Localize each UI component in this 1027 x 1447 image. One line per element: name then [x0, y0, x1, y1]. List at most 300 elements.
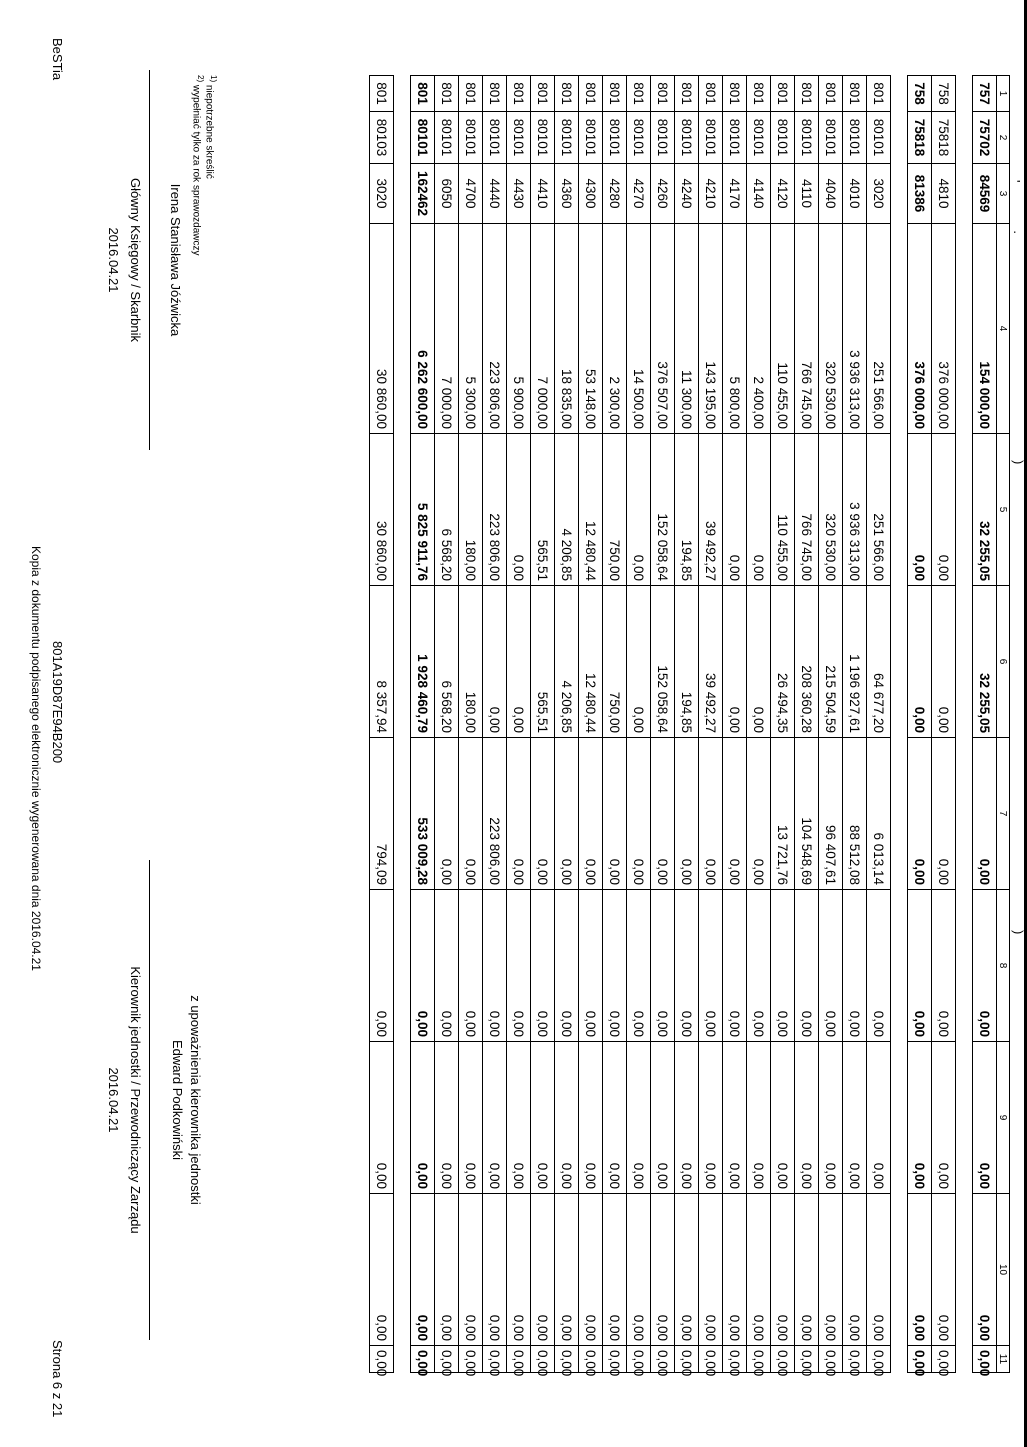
table-cell: 0,00 [908, 890, 932, 1042]
table-cell: 801 [370, 76, 394, 112]
table-cell: 0,00 [867, 890, 891, 1042]
table-cell: 0,00 [651, 890, 675, 1042]
table-cell: 0,00 [908, 1042, 932, 1194]
table-cell: 0,00 [483, 890, 507, 1042]
table-cell: 565,51 [531, 434, 555, 586]
table-cell: 0,00 [555, 1194, 579, 1346]
table-row [843, 76, 867, 1373]
table-cell: 80101 [843, 112, 867, 164]
column-number: 3 [997, 164, 1010, 224]
table-cell: 0,00 [555, 890, 579, 1042]
table-cell: 0,00 [908, 586, 932, 738]
table-row [932, 76, 956, 1373]
table-cell: 64 677,20 [867, 586, 891, 738]
table-row [507, 76, 531, 1373]
table-cell: 0,00 [795, 1346, 819, 1373]
table-cell: 0,00 [867, 1194, 891, 1346]
column-number: 11 [997, 1346, 1010, 1373]
table-cell: 32 255,05 [973, 434, 997, 586]
table-row [699, 76, 723, 1373]
table-cell: 6 013,14 [867, 738, 891, 890]
table-cell: 0,00 [435, 1194, 459, 1346]
table-cell: 0,00 [699, 738, 723, 890]
table-cell: 14 500,00 [627, 224, 651, 434]
table-cell: 0,00 [435, 1042, 459, 1194]
table-cell: 80101 [795, 112, 819, 164]
table-cell: 376 000,00 [908, 224, 932, 434]
table-cell: 251 566,00 [867, 434, 891, 586]
table-cell: 0,00 [651, 1042, 675, 1194]
table-cell: 215 504,59 [819, 586, 843, 738]
table-cell: 110 455,00 [771, 224, 795, 434]
table-cell: 565,51 [531, 586, 555, 738]
table-cell: 0,00 [627, 738, 651, 890]
table-row [627, 76, 651, 1373]
table-cell: 39 492,27 [699, 434, 723, 586]
table-cell: 0,00 [531, 1042, 555, 1194]
table-cell: 0,00 [932, 586, 956, 738]
table-row [603, 76, 627, 1373]
table-cell: 801 [819, 76, 843, 112]
table-cell: 0,00 [370, 890, 394, 1042]
signature-right-note: z upoważnienia kierownika jednostki [188, 995, 203, 1205]
table-cell: 6 568,20 [435, 586, 459, 738]
table-cell: 4040 [819, 164, 843, 224]
table-cell: 0,00 [723, 586, 747, 738]
table-cell: 0,00 [627, 434, 651, 586]
table-cell: 208 360,28 [795, 586, 819, 738]
signature-left-date: 2016.04.21 [106, 227, 121, 293]
table-cell: 0,00 [370, 1194, 394, 1346]
section-spacer [394, 76, 411, 1373]
table-cell: 0,00 [531, 890, 555, 1042]
table-cell: 0,00 [555, 738, 579, 890]
table-cell: 4240 [675, 164, 699, 224]
table-cell: 0,00 [723, 434, 747, 586]
table-cell: 0,00 [843, 1042, 867, 1194]
table-cell: 4140 [747, 164, 771, 224]
table-cell: 0,00 [483, 586, 507, 738]
table-cell: 88 512,08 [843, 738, 867, 890]
table-cell: 194,85 [675, 586, 699, 738]
table-cell: 0,00 [908, 1194, 932, 1346]
table-cell: 7 000,00 [435, 224, 459, 434]
table-cell: 0,00 [932, 1194, 956, 1346]
table-cell: 0,00 [531, 1346, 555, 1373]
column-number: 10 [997, 1194, 1010, 1346]
table-cell: 26 494,35 [771, 586, 795, 738]
table-row-total [973, 76, 997, 1373]
table-cell: 152 058,64 [651, 434, 675, 586]
table-cell: 801 [507, 76, 531, 112]
section-spacer [891, 76, 908, 1373]
table-cell: 320 530,00 [819, 224, 843, 434]
table-cell: 4440 [483, 164, 507, 224]
document-id: 801A19D87E94B200 [50, 641, 65, 764]
table-cell: 801 [723, 76, 747, 112]
table-cell: 0,00 [411, 1194, 435, 1346]
table-cell: 320 530,00 [819, 434, 843, 586]
table-cell: 18 835,00 [555, 224, 579, 434]
table-cell: 4 206,85 [555, 586, 579, 738]
table-cell: 801 [771, 76, 795, 112]
signature-left-name: Irena Stanisława Jóźwicka [168, 183, 183, 337]
scan-mark: ' [1008, 180, 1023, 183]
table-cell: 801 [531, 76, 555, 112]
table-cell: 0,00 [579, 738, 603, 890]
table-row [370, 76, 394, 1373]
table-cell: 4010 [843, 164, 867, 224]
table-cell: 0,00 [819, 1346, 843, 1373]
table-cell: 0,00 [973, 1346, 997, 1373]
table-cell: 0,00 [411, 1042, 435, 1194]
table-cell: 53 148,00 [579, 224, 603, 434]
signature-line-left [149, 70, 150, 450]
column-number: 6 [997, 586, 1010, 738]
table-row [531, 76, 555, 1373]
table-cell: 0,00 [675, 890, 699, 1042]
table-cell: 0,00 [723, 1346, 747, 1373]
table-cell: 11 300,00 [675, 224, 699, 434]
table-cell: 223 806,00 [483, 224, 507, 434]
table-row [747, 76, 771, 1373]
table-cell: 0,00 [579, 890, 603, 1042]
table-cell: 32 255,05 [973, 586, 997, 738]
table-row [651, 76, 675, 1373]
table-row [771, 76, 795, 1373]
table-cell: 0,00 [932, 890, 956, 1042]
table-cell: 0,00 [651, 1194, 675, 1346]
table-cell: 96 407,61 [819, 738, 843, 890]
table-cell: 0,00 [435, 1346, 459, 1373]
table-cell: 0,00 [370, 1346, 394, 1373]
table-cell: 0,00 [531, 738, 555, 890]
table-cell: 4210 [699, 164, 723, 224]
table-cell: 0,00 [699, 1042, 723, 1194]
table-cell: 80103 [370, 112, 394, 164]
table-cell: 3 936 313,00 [843, 434, 867, 586]
column-number: 4 [997, 224, 1010, 434]
table-cell: 0,00 [459, 738, 483, 890]
table-cell: 223 806,00 [483, 738, 507, 890]
table-cell: 801 [411, 76, 435, 112]
table-cell: 80101 [747, 112, 771, 164]
table-cell: 766 745,00 [795, 224, 819, 434]
table-cell: 0,00 [507, 1194, 531, 1346]
table-cell: 6050 [435, 164, 459, 224]
table-cell: 180,00 [459, 434, 483, 586]
table-cell: 80101 [483, 112, 507, 164]
table-cell: 4 206,85 [555, 434, 579, 586]
table-cell: 13 721,76 [771, 738, 795, 890]
table-cell: 0,00 [579, 1042, 603, 1194]
table-row-total [908, 76, 932, 1373]
table-cell: 80101 [411, 112, 435, 164]
table-cell: 7 000,00 [531, 224, 555, 434]
table-cell: 0,00 [699, 1194, 723, 1346]
table-cell: 81386 [908, 164, 932, 224]
column-number: 7 [997, 738, 1010, 890]
table-cell: 0,00 [603, 1346, 627, 1373]
table-cell: 12 480,44 [579, 586, 603, 738]
table-cell: 152 058,64 [651, 586, 675, 738]
table-cell: 0,00 [843, 890, 867, 1042]
table-cell: 0,00 [723, 738, 747, 890]
table-cell: 0,00 [651, 1346, 675, 1373]
table-cell: 0,00 [675, 738, 699, 890]
table-row [867, 76, 891, 1373]
table-cell: 0,00 [459, 1042, 483, 1194]
table-cell: 0,00 [795, 1042, 819, 1194]
column-number: 1 [997, 76, 1010, 112]
table-cell: 0,00 [723, 1194, 747, 1346]
table-cell: 0,00 [483, 1194, 507, 1346]
table-cell: 0,00 [411, 890, 435, 1042]
table-cell: 2 300,00 [603, 224, 627, 434]
spacer-cell [891, 76, 908, 1373]
table-cell: 80101 [675, 112, 699, 164]
table-cell: 5 825 911,76 [411, 434, 435, 586]
table-cell: 0,00 [651, 738, 675, 890]
table-cell: 0,00 [603, 1194, 627, 1346]
table-cell: 0,00 [507, 1346, 531, 1373]
table-row [555, 76, 579, 1373]
table-cell: 1 928 460,79 [411, 586, 435, 738]
column-number-row [997, 76, 1010, 1373]
table-cell: 5 900,00 [507, 224, 531, 434]
table-row [579, 76, 603, 1373]
table-cell: 0,00 [579, 1346, 603, 1373]
table-cell: 0,00 [627, 1194, 651, 1346]
table-cell: 0,00 [932, 434, 956, 586]
table-cell: 180,00 [459, 586, 483, 738]
table-cell: 30 860,00 [370, 224, 394, 434]
table-cell: 80101 [579, 112, 603, 164]
table-cell: 0,00 [747, 1042, 771, 1194]
table-cell: 0,00 [411, 1346, 435, 1373]
table-cell: 30 860,00 [370, 434, 394, 586]
table-cell: 801 [435, 76, 459, 112]
page-number: Strona 6 z 21 [50, 1340, 65, 1418]
table-cell: 0,00 [973, 738, 997, 890]
expenditure-table [369, 75, 1010, 1377]
table-cell: 801 [579, 76, 603, 112]
table-cell: 4410 [531, 164, 555, 224]
table-cell: 0,00 [908, 1346, 932, 1373]
table-cell: 75818 [932, 112, 956, 164]
table-cell: 4280 [603, 164, 627, 224]
table-cell: 6 262 600,00 [411, 224, 435, 434]
table-row [723, 76, 747, 1373]
table-cell: 0,00 [507, 1042, 531, 1194]
table-cell: 0,00 [908, 434, 932, 586]
table-cell: 162462 [411, 164, 435, 224]
table-cell: 0,00 [747, 1194, 771, 1346]
table-cell: 0,00 [435, 738, 459, 890]
table-cell: 4110 [795, 164, 819, 224]
table-cell: 39 492,27 [699, 586, 723, 738]
table-cell: 0,00 [867, 1042, 891, 1194]
table-cell: 801 [843, 76, 867, 112]
table-cell: 801 [651, 76, 675, 112]
table-cell: 4700 [459, 164, 483, 224]
table-cell: 0,00 [555, 1042, 579, 1194]
copy-note: Kopia z dokumentu podpisanego elektronicznie wygenerowana dnia 2016.04.21 [29, 546, 43, 971]
table-cell: 766 745,00 [795, 434, 819, 586]
table-cell: 80101 [459, 112, 483, 164]
table-cell: 0,00 [819, 890, 843, 1042]
table-cell: 0,00 [747, 434, 771, 586]
table-cell: 0,00 [603, 890, 627, 1042]
table-cell: 0,00 [747, 738, 771, 890]
signature-right-role: Kierownik jednostki / Przewodniczący Zarządu [128, 966, 143, 1234]
table-cell: 4120 [771, 164, 795, 224]
table-cell: 801 [699, 76, 723, 112]
table-cell: 0,00 [771, 1346, 795, 1373]
table-cell: 0,00 [771, 1194, 795, 1346]
table-cell: 80101 [723, 112, 747, 164]
table-cell: 0,00 [771, 890, 795, 1042]
table-cell: 0,00 [819, 1194, 843, 1346]
footnote-2: $^{2)}$ wypełniać tylko za rok sprawozdawczy [190, 75, 205, 256]
table-cell: 801 [483, 76, 507, 112]
table-cell: 0,00 [819, 1042, 843, 1194]
table-row [435, 76, 459, 1373]
table-cell: 3 936 313,00 [843, 224, 867, 434]
table-cell: 1 196 927,61 [843, 586, 867, 738]
table-row [675, 76, 699, 1373]
table-cell: 80101 [435, 112, 459, 164]
table-cell: 4170 [723, 164, 747, 224]
table-cell: 0,00 [627, 890, 651, 1042]
signature-right-date: 2016.04.21 [106, 1067, 121, 1133]
table-cell: 0,00 [795, 890, 819, 1042]
table-cell: 0,00 [627, 586, 651, 738]
table-cell: 2 400,00 [747, 224, 771, 434]
table-cell: 0,00 [932, 738, 956, 890]
column-number: 5 [997, 434, 1010, 586]
table-cell: 0,00 [579, 1194, 603, 1346]
table-cell: 4300 [579, 164, 603, 224]
signature-right-name: Edward Podkowiński [170, 1040, 185, 1160]
table-cell: 801 [867, 76, 891, 112]
table-cell: 801 [555, 76, 579, 112]
table-cell: 0,00 [603, 738, 627, 890]
table-cell: 794,09 [370, 738, 394, 890]
table-cell: 80101 [819, 112, 843, 164]
table-cell: 0,00 [675, 1042, 699, 1194]
spacer-cell [394, 76, 411, 1373]
table-cell: 0,00 [747, 1346, 771, 1373]
table-cell: 750,00 [603, 434, 627, 586]
table-cell: 3020 [867, 164, 891, 224]
table-cell: 0,00 [723, 890, 747, 1042]
table-row-total [411, 76, 435, 1373]
table-cell: 0,00 [507, 738, 531, 890]
table-cell: 80101 [627, 112, 651, 164]
table-cell: 0,00 [795, 1194, 819, 1346]
table-cell: 801 [459, 76, 483, 112]
table-cell: 0,00 [483, 1346, 507, 1373]
table-cell: 4430 [507, 164, 531, 224]
table-cell: 0,00 [459, 1346, 483, 1373]
table-cell: 80101 [531, 112, 555, 164]
signature-left-role: Główny Księgowy / Skarbnik [128, 177, 143, 342]
table-body [370, 76, 1010, 1377]
table-cell: 75818 [908, 112, 932, 164]
table-cell: 5 300,00 [459, 224, 483, 434]
column-number: 8 [997, 890, 1010, 1042]
table-cell: 0,00 [771, 1042, 795, 1194]
table-cell: 6 568,20 [435, 434, 459, 586]
table-cell: 80101 [603, 112, 627, 164]
table-cell: 80101 [507, 112, 531, 164]
table-cell: 0,00 [675, 1194, 699, 1346]
table-row [459, 76, 483, 1373]
table-cell: 0,00 [932, 1042, 956, 1194]
table-cell: 0,00 [507, 890, 531, 1042]
table-cell: 80101 [867, 112, 891, 164]
signature-line-right [149, 860, 150, 1340]
table-cell: 80101 [771, 112, 795, 164]
spacer-cell [956, 76, 973, 1373]
table-cell: 0,00 [459, 1194, 483, 1346]
table-cell: 0,00 [908, 738, 932, 890]
footnote-1: $^{1)}$ niepotrzebne skreślić [203, 75, 218, 179]
table-cell: 0,00 [459, 890, 483, 1042]
table-cell: 801 [747, 76, 771, 112]
software-name: BeSTia [50, 38, 65, 81]
table-cell: 801 [675, 76, 699, 112]
table-cell: 4810 [932, 164, 956, 224]
table-cell: 0,00 [867, 1346, 891, 1373]
section-spacer [956, 76, 973, 1373]
table-row [795, 76, 819, 1373]
table-cell: 750,00 [603, 586, 627, 738]
table-cell: 0,00 [973, 1042, 997, 1194]
table-cell: 0,00 [843, 1346, 867, 1373]
table-cell: 84569 [973, 164, 997, 224]
column-number: 9 [997, 1042, 1010, 1194]
table-cell: 376 000,00 [932, 224, 956, 434]
table-cell: 801 [603, 76, 627, 112]
table-cell: 0,00 [627, 1346, 651, 1373]
table-cell: 223 806,00 [483, 434, 507, 586]
table-cell: 0,00 [747, 890, 771, 1042]
table-cell: 0,00 [973, 1194, 997, 1346]
table-cell: 758 [932, 76, 956, 112]
table-cell: 154 000,00 [973, 224, 997, 434]
table-cell: 801 [795, 76, 819, 112]
table-cell: 0,00 [675, 1346, 699, 1373]
column-number: 2 [997, 112, 1010, 164]
table-cell: 0,00 [370, 1042, 394, 1194]
scan-mark: ) [1011, 930, 1026, 935]
table-cell: 801 [627, 76, 651, 112]
table-cell: 0,00 [555, 1346, 579, 1373]
table-cell: 0,00 [699, 890, 723, 1042]
table-cell: 0,00 [483, 1042, 507, 1194]
table-cell: 4260 [651, 164, 675, 224]
table-cell: 0,00 [932, 1346, 956, 1373]
scan-mark: · [1008, 230, 1023, 235]
table-cell: 0,00 [747, 586, 771, 738]
table-cell: 251 566,00 [867, 224, 891, 434]
table-cell: 3020 [370, 164, 394, 224]
table-cell: 0,00 [627, 1042, 651, 1194]
table-cell: 4270 [627, 164, 651, 224]
table-row [819, 76, 843, 1373]
